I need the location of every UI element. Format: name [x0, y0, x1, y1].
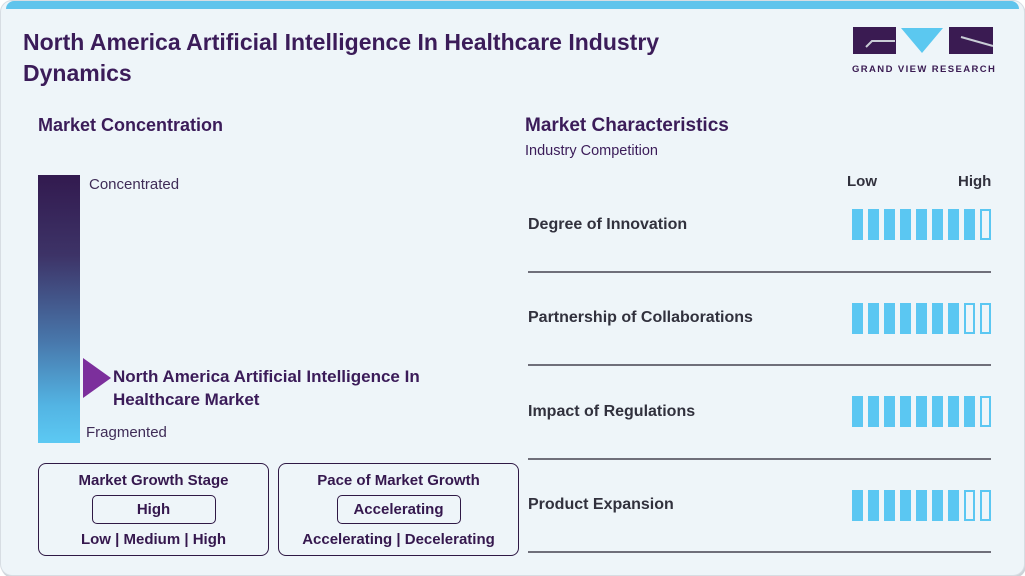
rating-tick-empty [980, 209, 991, 240]
rating-ticks [852, 209, 991, 240]
rating-tick-filled [964, 209, 975, 240]
rating-tick-filled [932, 209, 943, 240]
rating-ticks [852, 303, 991, 334]
market-growth-stage-box [38, 463, 269, 556]
characteristic-label: Degree of Innovation [528, 215, 688, 233]
rating-tick-filled [884, 396, 895, 427]
pace-title: Pace of Market Growth [317, 472, 480, 489]
characteristic-row-product-expansion [528, 460, 991, 554]
rating-tick-filled [884, 490, 895, 521]
rating-ticks [852, 490, 991, 521]
rating-tick-filled [900, 396, 911, 427]
pace-options: Accelerating | Decelerating [302, 531, 495, 548]
growth-stage-value: High [92, 495, 216, 524]
rating-tick-filled [916, 396, 927, 427]
rating-tick-filled [884, 209, 895, 240]
rating-tick-filled [932, 303, 943, 334]
market-position-arrow-icon [83, 358, 111, 398]
rating-tick-filled [932, 490, 943, 521]
scale-high-label: High [958, 173, 992, 190]
characteristic-row-impact-of-regulations [528, 366, 991, 460]
rating-tick-filled [900, 209, 911, 240]
rating-tick-filled [948, 396, 959, 427]
characteristic-label: Impact of Regulations [528, 402, 696, 420]
rating-tick-filled [900, 303, 911, 334]
pace-of-market-growth-box [278, 463, 519, 556]
grand-view-research-logo [852, 27, 997, 75]
rating-tick-filled [916, 490, 927, 521]
growth-stage-options: Low | Medium | High [80, 531, 227, 548]
characteristic-label: Product Expansion [528, 496, 674, 514]
industry-competition-subheading: Industry Competition [525, 143, 658, 159]
rating-tick-empty [980, 303, 991, 334]
rating-tick-empty [980, 396, 991, 427]
rating-tick-filled [868, 396, 879, 427]
rating-tick-filled [852, 303, 863, 334]
rating-tick-filled [900, 490, 911, 521]
characteristic-row-partnership-of-collaborations [528, 273, 991, 367]
rating-tick-empty [964, 490, 975, 521]
rating-tick-filled [868, 490, 879, 521]
scale-low-label: Low [847, 173, 877, 190]
rating-tick-filled [884, 303, 895, 334]
rating-tick-filled [852, 490, 863, 521]
gvr-logo-icon [852, 27, 994, 55]
rating-tick-empty [980, 490, 991, 521]
concentrated-label: Concentrated [89, 176, 180, 193]
fragmented-label: Fragmented [86, 424, 167, 441]
pace-value: Accelerating [337, 495, 461, 524]
rating-tick-filled [852, 209, 863, 240]
characteristic-label: Partnership of Collaborations [528, 309, 753, 327]
top-accent-bar [6, 1, 1019, 9]
market-characteristics-heading: Market Characteristics [525, 115, 729, 136]
rating-tick-filled [932, 396, 943, 427]
rating-tick-filled [868, 209, 879, 240]
rating-tick-filled [916, 209, 927, 240]
rating-tick-filled [948, 303, 959, 334]
market-concentration-heading: Market Concentration [38, 115, 224, 135]
rating-tick-filled [948, 209, 959, 240]
page-title: North America Artificial Intelligence In Healthcare Industry Dynamics [23, 29, 660, 86]
rating-ticks [852, 396, 991, 427]
characteristics-list [528, 179, 991, 553]
rating-tick-filled [964, 396, 975, 427]
rating-tick-filled [868, 303, 879, 334]
market-position-label: North America Artificial Intelligence In Healthcare Market [113, 367, 420, 409]
concentration-gradient-bar [38, 175, 80, 443]
rating-tick-empty [964, 303, 975, 334]
logo-wordmark: GRAND VIEW RESEARCH [852, 64, 997, 75]
growth-stage-title: Market Growth Stage [78, 472, 229, 489]
characteristic-row-degree-of-innovation [528, 179, 991, 273]
rating-tick-filled [948, 490, 959, 521]
rating-tick-filled [916, 303, 927, 334]
rating-tick-filled [852, 396, 863, 427]
